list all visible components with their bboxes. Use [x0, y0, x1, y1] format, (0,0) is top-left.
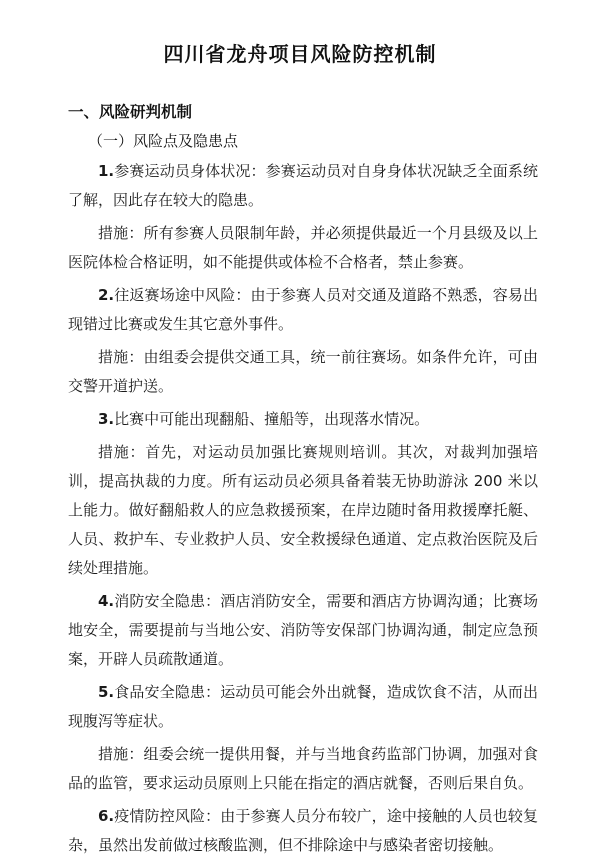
paragraph-8 [68, 678, 538, 736]
paragraph-text: 措施：所有参赛人员限制年龄，并必须提供最近一个月县级及以上医院体检合格证明，如不能提供或体检不合格者，禁止参赛。 [68, 224, 538, 271]
paragraph-text: 食品安全隐患：运动员可能会外出就餐，造成饮食不洁，从而出现腹泻等症状。 [68, 683, 538, 730]
section-heading: 一、风险研判机制 [68, 103, 193, 121]
paragraph-lead: 1. [98, 162, 115, 180]
paragraph-text: 比赛中可能出现翻船、撞船等，出现落水情况。 [114, 410, 430, 428]
paragraph-5 [68, 405, 538, 434]
subsection-heading: （一）风险点及隐患点 [88, 132, 239, 150]
paragraph-9 [68, 740, 538, 798]
document-title: 四川省龙舟项目风险防控机制 [163, 42, 437, 66]
paragraph-7 [68, 587, 538, 674]
paragraph-lead: 3. [98, 410, 115, 428]
document-body [68, 157, 538, 864]
paragraph-10 [68, 802, 538, 860]
paragraph-3 [68, 281, 538, 339]
paragraph-1 [68, 157, 538, 215]
paragraph-6 [68, 438, 538, 583]
paragraph-text: 疫情防控风险：由于参赛人员分布较广，途中接触的人员也较复杂，虽然出发前做过核酸监测，但不排除途中与感染者密切接触。 [68, 807, 538, 854]
paragraph-text: 消防安全隐患：酒店消防安全，需要和酒店方协调沟通；比赛场地安全，需要提前与当地公安、消防等安保部门协调沟通，制定应急预案，开辟人员疏散通道。 [68, 592, 538, 668]
paragraph-text: 措施：由组委会提供交通工具，统一前往赛场。如条件允许，可由交警开道护送。 [68, 348, 538, 395]
paragraph-text: 往返赛场途中风险：由于参赛人员对交通及道路不熟悉，容易出现错过比赛或发生其它意外事件。 [68, 286, 538, 333]
paragraph-text: 参赛运动员身体状况：参赛运动员对自身身体状况缺乏全面系统了解，因此存在较大的隐患。 [68, 162, 538, 209]
paragraph-lead: 2. [98, 286, 115, 304]
paragraph-text: 措施：首先，对运动员加强比赛规则培训。其次，对裁判加强培训，提高执裁的力度。所有运动员必须具备着装无协助游泳 200 米以上能力。做好翻船救人的应急救援预案，在岸边随时备用救援摩托艇、人员、救护车、专业救护人员、安全救援绿色通道、定点救治医院及后续处理措施。 [68, 443, 538, 577]
paragraph-2 [68, 219, 538, 277]
paragraph-text: 措施：组委会统一提供用餐，并与当地食药监部门协调，加强对食品的监管，要求运动员原则上只能在指定的酒店就餐，否则后果自负。 [68, 745, 538, 792]
paragraph-lead: 5. [98, 683, 115, 701]
paragraph-4 [68, 343, 538, 401]
paragraph-lead: 4. [98, 592, 115, 610]
paragraph-lead: 6. [98, 807, 115, 825]
